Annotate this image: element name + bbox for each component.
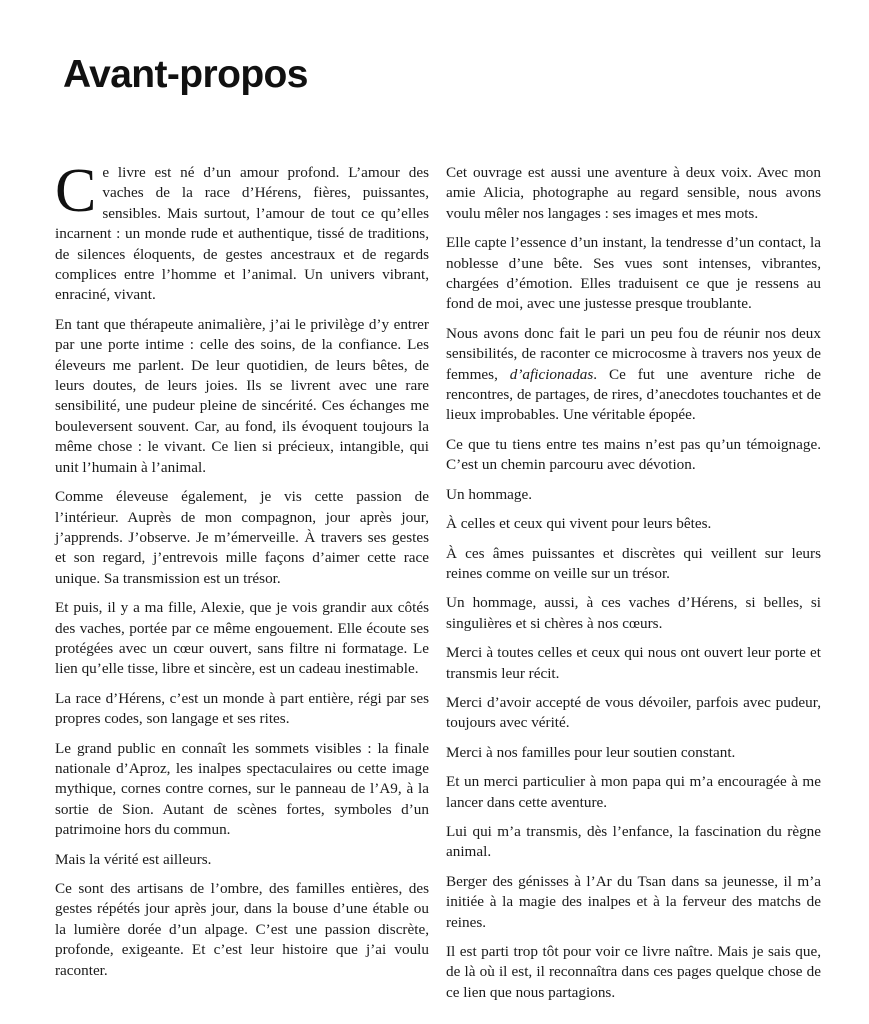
paragraph: Merci à toutes celles et ceux qui nous ont ouvert leur porte et transmis leur récit. — [446, 644, 821, 682]
paragraph: Un hommage. — [446, 485, 533, 503]
drop-cap: C — [55, 157, 97, 225]
paragraph: Un hommage, aussi, à ces vaches d’Hérens, si belles, si singulières et si chères à nos cœurs. — [446, 594, 821, 632]
paragraph: Et un merci particulier à mon papa qui m’a encouragée à me lancer dans cette aventure. — [446, 773, 821, 811]
paragraph: Lui qui m’a transmis, dès l’enfance, la fascination du règne animal. — [446, 822, 821, 861]
paragraph: Elle capte l’essence d’un instant, la tendresse d’un contact, la noblesse d’une bête. Ses vues sont intenses, vibrantes, chargées d’émotion. Elles traduisent ce que je ressens au fond de moi, avec une justesse presque troublante. — [446, 234, 821, 313]
left-column — [55, 157, 429, 990]
paragraph: Merci à nos familles pour leur soutien constant. — [446, 743, 736, 761]
page-title: Avant-propos — [63, 53, 308, 96]
paragraph: Ce sont des artisans de l’ombre, des familles entières, des gestes répétés jour après jour, dans la bouse d’une étable ou la lumière dorée d’un alpage. C’est une passion discrète, profonde, exigeante. Et c’est leur histoire que j’ai voulu raconter. — [55, 880, 429, 979]
paragraph: À celles et ceux qui vivent pour leurs bêtes. — [446, 515, 712, 533]
paragraph-text: Nous avons donc fait le pari un peu fou de réunir nos deux sensibilités, de raconter ce microcosme à travers nos yeux de femmes, — [446, 324, 821, 383]
intro-paragraph — [55, 157, 429, 306]
paragraph-text: . Ce fut une aventure riche de rencontres, de partages, de rires, d’anecdotes touchantes et de lieux improbables. Une véritable épopée. — [446, 365, 822, 424]
paragraph: En tant que thérapeute animalière, j’ai le privilège d’y entrer par une porte intime : celle des soins, de la confiance. Les éleveurs me parlent. De leur quotidien, de leurs bêtes, de leurs doutes, de leurs joies. Ils se livrent avec une rare sensibilité, une pudeur pleine de sincérité. Ces échanges me bouleversent souvent. Car, au fond, ils évoquent toujours la même chose : le vivant. Ce lien si précieux, intangible, qui unit l’humain à l’animal. — [55, 315, 429, 476]
right-column — [446, 163, 821, 1012]
paragraph: Le grand public en connaît les sommets visibles : la finale nationale d’Aproz, les inalpes spectaculaires ou cette image mythique, cornes contre cornes, sur le panneau de l’A9, à la sortie de Sion. Autant de scènes fortes, symboles d’un patrimoine hors du commun. — [55, 739, 429, 839]
paragraph: Cet ouvrage est aussi une aventure à deux voix. Avec mon amie Alicia, photographe au regard sensible, nous avons voulu mêler nos langages : ses images et mes mots. — [446, 164, 821, 222]
paragraph: Et puis, il y a ma fille, Alexie, que je vois grandir aux côtés des vaches, portée par ce même engouement. Elle écoute ses protégées avec un cœur ouvert, sans filtre ni formatage. Le lien qu’elle tisse, libre et sincère, est un cadeau inestimable. — [55, 599, 429, 678]
paragraph: À ces âmes puissantes et discrètes qui veillent sur leurs reines comme on veille sur un trésor. — [446, 544, 821, 582]
paragraph: Mais la vérité est ailleurs. — [55, 850, 212, 868]
paragraph-with-italic — [446, 324, 821, 426]
paragraph: Comme éleveuse également, je vis cette passion de l’intérieur. Auprès de mon compagnon, jour après jour, j’apprends. J’observe. Je m’émerveille. À travers ses gestes et son regard, j’entrevois mille façons d’aimer cette race unique. Sa transmission est un trésor. — [55, 488, 429, 587]
italic-word: d’aficionadas — [509, 365, 594, 383]
paragraph: La race d’Hérens, c’est un monde à part entière, régi par ses propres codes, son langage et ses rites. — [55, 689, 429, 728]
intro-text: e livre est né d’un amour profond. L’amour des vaches de la race d’Hérens, fières, puissantes, sensibles. Mais surtout, l’amour de tout ce qu’elles incarnent : un monde rude et authentique, tissé de traditions, de silences éloquents, de gestes ancestraux et de regards complices entre l’homme et l’animal. Un univers vibrant, enraciné, vivant. — [55, 164, 429, 304]
paragraph: Merci d’avoir accepté de vous dévoiler, parfois avec pudeur, toujours avec vérité. — [446, 693, 821, 732]
paragraph: Il est parti trop tôt pour voir ce livre naître. Mais je sais que, de là où il est, il reconnaîtra dans ces pages quelque chose de ce lien que nous partagions. — [446, 943, 821, 1001]
paragraph: Ce que tu tiens entre tes mains n’est pas qu’un témoignage. C’est un chemin parcouru avec dévotion. — [446, 435, 821, 474]
paragraph: Berger des génisses à l’Ar du Tsan dans sa jeunesse, il m’a initiée à la magie des inalpes et à la ferveur des matchs de reines. — [446, 872, 821, 931]
